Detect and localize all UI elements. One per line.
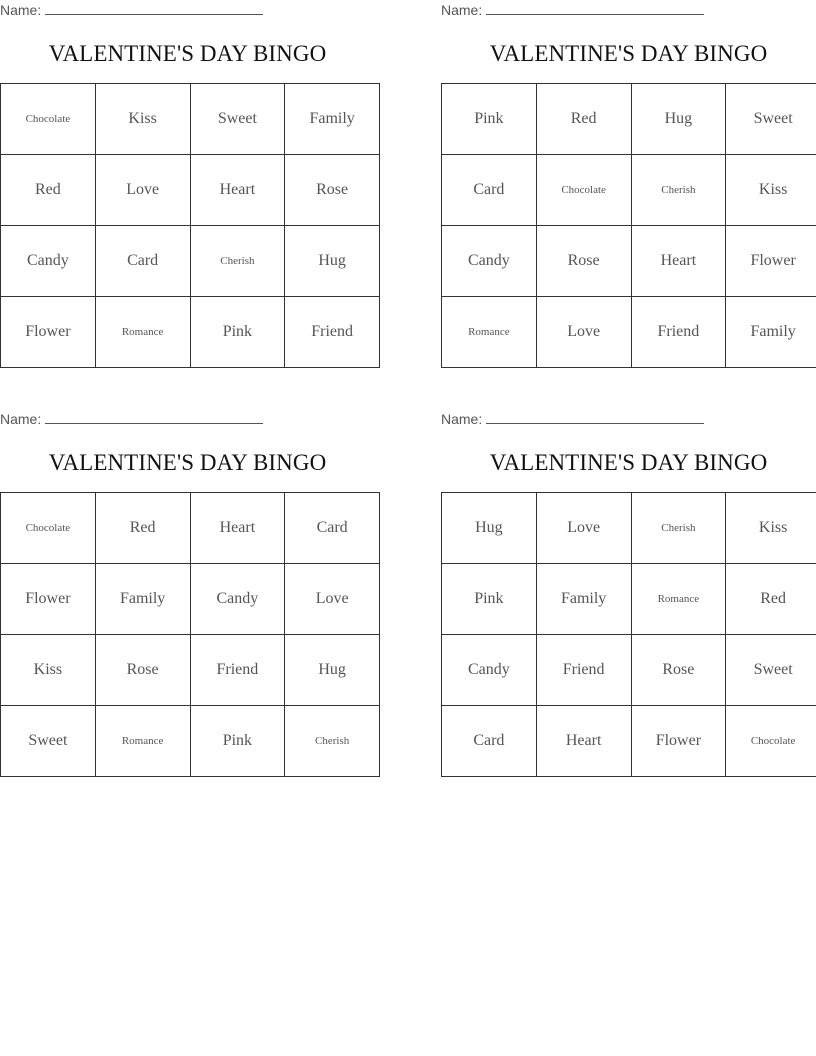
bingo-grid	[441, 83, 816, 368]
bingo-cell: Pink	[190, 297, 285, 368]
name-label: Name:	[441, 411, 483, 427]
bingo-cell: Card	[442, 155, 537, 226]
bingo-cell: Romance	[95, 297, 190, 368]
name-label: Name:	[0, 411, 42, 427]
bingo-cell: Rose	[536, 226, 631, 297]
bingo-cell: Love	[95, 155, 190, 226]
name-field	[0, 2, 263, 18]
bingo-cell: Romance	[631, 564, 726, 635]
grid-row	[1, 564, 380, 635]
bingo-grid	[0, 83, 380, 368]
bingo-cell: Family	[726, 297, 816, 368]
bingo-cell: Hug	[285, 226, 380, 297]
grid-row	[442, 493, 816, 564]
bingo-cell: Chocolate	[1, 493, 96, 564]
grid-row	[442, 297, 816, 368]
bingo-cell: Sweet	[190, 84, 285, 155]
grid-row	[442, 706, 816, 777]
bingo-cell: Red	[536, 84, 631, 155]
bingo-cell: Kiss	[726, 493, 816, 564]
grid-row	[442, 635, 816, 706]
bingo-cell: Flower	[631, 706, 726, 777]
card-title: VALENTINE'S DAY BINGO	[48, 450, 327, 475]
bingo-cell: Chocolate	[726, 706, 816, 777]
name-blank[interactable]	[486, 2, 704, 15]
bingo-cell: Family	[536, 564, 631, 635]
bingo-cell: Friend	[631, 297, 726, 368]
bingo-cell: Cherish	[631, 155, 726, 226]
name-label: Name:	[0, 2, 42, 18]
bingo-cell: Card	[285, 493, 380, 564]
bingo-cell: Friend	[285, 297, 380, 368]
bingo-cell: Friend	[536, 635, 631, 706]
bingo-cell: Card	[95, 226, 190, 297]
bingo-cell: Red	[726, 564, 816, 635]
bingo-cell: Heart	[190, 493, 285, 564]
name-field	[441, 411, 704, 427]
bingo-cell: Romance	[95, 706, 190, 777]
grid-row	[442, 226, 816, 297]
card-title: VALENTINE'S DAY BINGO	[48, 41, 327, 66]
grid-row	[442, 564, 816, 635]
bingo-cell: Cherish	[285, 706, 380, 777]
grid-row	[1, 635, 380, 706]
bingo-cell: Rose	[631, 635, 726, 706]
bingo-cell: Candy	[442, 635, 537, 706]
bingo-cell: Sweet	[1, 706, 96, 777]
bingo-grid	[0, 492, 380, 777]
bingo-cell: Family	[285, 84, 380, 155]
bingo-cell: Candy	[190, 564, 285, 635]
bingo-cell: Hug	[442, 493, 537, 564]
bingo-cell: Friend	[190, 635, 285, 706]
bingo-cell: Kiss	[1, 635, 96, 706]
name-blank[interactable]	[45, 2, 263, 15]
bingo-cell: Love	[285, 564, 380, 635]
grid-row	[1, 84, 380, 155]
bingo-cell: Romance	[442, 297, 537, 368]
bingo-cell: Card	[442, 706, 537, 777]
bingo-cell: Chocolate	[536, 155, 631, 226]
bingo-cell: Heart	[631, 226, 726, 297]
name-blank[interactable]	[486, 411, 704, 424]
bingo-cell: Flower	[1, 297, 96, 368]
bingo-cell: Red	[1, 155, 96, 226]
card-title: VALENTINE'S DAY BINGO	[489, 41, 768, 66]
bingo-cell: Love	[536, 297, 631, 368]
bingo-cell: Cherish	[631, 493, 726, 564]
grid-row	[1, 226, 380, 297]
bingo-cell: Flower	[726, 226, 816, 297]
bingo-cell: Candy	[1, 226, 96, 297]
name-field	[0, 411, 263, 427]
bingo-grid	[441, 492, 816, 777]
bingo-cell: Pink	[442, 564, 537, 635]
name-label: Name:	[441, 2, 483, 18]
name-field	[441, 2, 704, 18]
bingo-cell: Sweet	[726, 84, 816, 155]
bingo-cell: Rose	[95, 635, 190, 706]
bingo-cell: Heart	[190, 155, 285, 226]
grid-row	[442, 84, 816, 155]
bingo-cell: Pink	[190, 706, 285, 777]
bingo-cell: Red	[95, 493, 190, 564]
bingo-cell: Cherish	[190, 226, 285, 297]
bingo-cell: Pink	[442, 84, 537, 155]
grid-row	[1, 155, 380, 226]
bingo-cell: Kiss	[726, 155, 816, 226]
name-blank[interactable]	[45, 411, 263, 424]
bingo-cell: Rose	[285, 155, 380, 226]
grid-row	[442, 155, 816, 226]
grid-row	[1, 706, 380, 777]
bingo-cell: Hug	[631, 84, 726, 155]
card-title: VALENTINE'S DAY BINGO	[489, 450, 768, 475]
bingo-cell: Hug	[285, 635, 380, 706]
bingo-cell: Chocolate	[1, 84, 96, 155]
bingo-cell: Flower	[1, 564, 96, 635]
bingo-cell: Heart	[536, 706, 631, 777]
grid-row	[1, 493, 380, 564]
bingo-cell: Candy	[442, 226, 537, 297]
grid-row	[1, 297, 380, 368]
bingo-cell: Family	[95, 564, 190, 635]
bingo-cell: Kiss	[95, 84, 190, 155]
bingo-cell: Sweet	[726, 635, 816, 706]
bingo-cell: Love	[536, 493, 631, 564]
